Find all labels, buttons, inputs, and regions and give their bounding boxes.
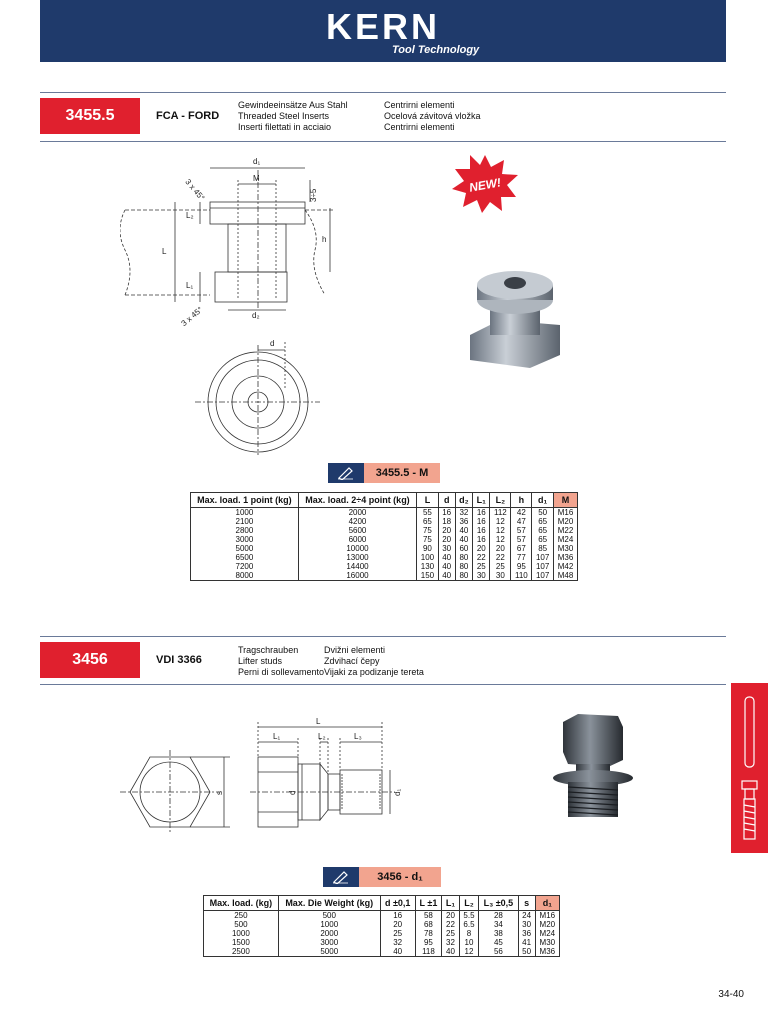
table-cell: 2000 <box>298 508 416 518</box>
table-cell: 40 <box>455 535 473 544</box>
table-cell: 6.5 <box>459 920 478 929</box>
table-cell: 118 <box>415 947 442 957</box>
table-cell: 3000 <box>278 938 380 947</box>
table-row <box>204 911 560 921</box>
desc-it: Inserti filettati in acciaio <box>238 122 332 132</box>
table-cell: 16000 <box>298 571 416 581</box>
table-cell: 67 <box>511 544 532 553</box>
table-cell: 22 <box>490 553 511 562</box>
table-cell: 6500 <box>191 553 299 562</box>
table-cell: 12 <box>459 947 478 957</box>
table-cell: M24 <box>553 535 577 544</box>
table-cell: M48 <box>553 571 577 581</box>
table-cell: 8 <box>459 929 478 938</box>
section1-standard: FCA - FORD <box>156 110 220 122</box>
new-badge-text: NEW! <box>468 175 502 195</box>
table-cell: 5000 <box>191 544 299 553</box>
table-cell: M24 <box>535 929 559 938</box>
table-cell: 13000 <box>298 553 416 562</box>
label-chamfer-bot: 3 x 45° <box>179 305 205 329</box>
label-d1: d₁ <box>393 788 402 796</box>
brand-logo: KERN <box>325 6 440 47</box>
table-cell: 16 <box>473 526 490 535</box>
section2-standard: VDI 3366 <box>156 654 202 666</box>
table-cell: 65 <box>532 526 554 535</box>
table-cell: 20 <box>442 911 459 921</box>
th-s: s <box>518 896 535 911</box>
page-number: 34-40 <box>718 989 744 1000</box>
table-cell: 130 <box>417 562 439 571</box>
label-s: s <box>215 791 224 795</box>
desc-it: Perni di sollevamento <box>238 667 325 677</box>
table-cell: 18 <box>438 517 455 526</box>
table-cell: 12 <box>490 526 511 535</box>
table-cell: 2500 <box>204 947 279 957</box>
desc-de: Tragschrauben <box>238 645 299 655</box>
table-cell: 250 <box>204 911 279 921</box>
table-cell: 56 <box>479 947 518 957</box>
table-cell: 20 <box>473 544 490 553</box>
label-chamfer-top: 3 x 45° <box>183 177 207 203</box>
table-cell: 32 <box>380 938 415 947</box>
th-load1: Max. load. 1 point (kg) <box>191 493 299 508</box>
th-dieweight: Max. Die Weight (kg) <box>278 896 380 911</box>
table-cell: 2100 <box>191 517 299 526</box>
table-cell: M42 <box>553 562 577 571</box>
section1-rule-top <box>40 92 726 93</box>
th-L2: L₂ <box>490 493 511 508</box>
table-cell: 47 <box>511 517 532 526</box>
table-cell: 16 <box>473 535 490 544</box>
new-badge <box>452 155 518 213</box>
label-L1: L₁ <box>273 732 281 741</box>
table-cell: 500 <box>204 920 279 929</box>
table-cell: 40 <box>455 526 473 535</box>
section2-technical-drawing <box>120 712 410 842</box>
th-d: d ±0,1 <box>380 896 415 911</box>
label-M: M <box>253 174 260 183</box>
table-row <box>191 508 578 518</box>
label-L2: L₂ <box>318 732 326 741</box>
table-cell: 5000 <box>278 947 380 957</box>
table-cell: 5600 <box>298 526 416 535</box>
section1-spec-table <box>190 492 578 581</box>
label-L3: L₃ <box>354 732 362 741</box>
table-cell: 80 <box>455 562 473 571</box>
label-L2: L₂ <box>186 211 194 220</box>
table-cell: M16 <box>553 508 577 518</box>
table-cell: 1500 <box>204 938 279 947</box>
section2-order-code <box>323 867 441 887</box>
th-L: L <box>417 493 439 508</box>
table-cell: 1000 <box>191 508 299 518</box>
section2-rule-top <box>40 636 726 637</box>
table-cell: M30 <box>535 938 559 947</box>
lifter-stud-photo <box>538 712 638 824</box>
table-cell: 36 <box>518 929 535 938</box>
table-cell: 80 <box>455 571 473 581</box>
table-row <box>204 947 560 957</box>
table-cell: 10 <box>459 938 478 947</box>
table-row <box>191 526 578 535</box>
table-cell: 40 <box>380 947 415 957</box>
header-banner <box>40 0 726 62</box>
table-cell: 20 <box>438 535 455 544</box>
label-3-5: 3÷5 <box>309 188 318 202</box>
th-load2: Max. load. 2÷4 point (kg) <box>298 493 416 508</box>
order-code-label: 3455.5 - M <box>364 463 440 483</box>
table-row <box>204 929 560 938</box>
desc-de: Gewindeeinsätze Aus Stahl <box>238 100 348 110</box>
th-L: L ±1 <box>415 896 442 911</box>
th-M: M <box>553 493 577 508</box>
table-cell: 1000 <box>278 920 380 929</box>
table-cell: 16 <box>473 508 490 518</box>
table-cell: 100 <box>417 553 439 562</box>
desc-hr: Centrirni elementi <box>384 122 455 132</box>
table-cell: 50 <box>532 508 554 518</box>
table-cell: 24 <box>518 911 535 921</box>
section2-spec-table <box>203 895 560 957</box>
threaded-insert-photo <box>460 265 570 370</box>
table-cell: 40 <box>438 553 455 562</box>
table-cell: 16 <box>380 911 415 921</box>
label-h: h <box>322 235 327 244</box>
table-cell: 107 <box>532 571 554 581</box>
table-cell: 16 <box>438 508 455 518</box>
table-cell: 36 <box>455 517 473 526</box>
table-cell: 30 <box>473 571 490 581</box>
table-cell: M36 <box>535 947 559 957</box>
table-cell: 500 <box>278 911 380 921</box>
pencil-icon <box>328 463 364 483</box>
table-cell: 65 <box>532 535 554 544</box>
table-row <box>191 535 578 544</box>
section2-code-badge: 3456 <box>40 642 140 678</box>
table-cell: 107 <box>532 553 554 562</box>
table-cell: 57 <box>511 535 532 544</box>
table-cell: 22 <box>473 553 490 562</box>
table-cell: 8000 <box>191 571 299 581</box>
table-cell: 28 <box>479 911 518 921</box>
table-cell: 2800 <box>191 526 299 535</box>
table-cell: 95 <box>511 562 532 571</box>
section1-order-code <box>328 463 440 483</box>
section2-desc-col1 <box>238 645 324 678</box>
th-d1: d₁ <box>535 896 559 911</box>
label-L: L <box>162 247 167 256</box>
table-cell: 7200 <box>191 562 299 571</box>
table-cell: 4200 <box>298 517 416 526</box>
table-cell: 40 <box>438 562 455 571</box>
table-cell: M36 <box>553 553 577 562</box>
section1-rule-bottom <box>40 141 726 142</box>
table-cell: 25 <box>380 929 415 938</box>
table-cell: 14400 <box>298 562 416 571</box>
table-cell: 38 <box>479 929 518 938</box>
th-d2: d₂ <box>455 493 473 508</box>
table-cell: 57 <box>511 526 532 535</box>
table-row <box>191 517 578 526</box>
table-cell: 20 <box>380 920 415 929</box>
desc-sl: Dvižni elementi <box>324 645 386 655</box>
th-L1: L₁ <box>473 493 490 508</box>
desc-cz: Zdvihací čepy <box>324 656 380 666</box>
table-cell: 40 <box>442 947 459 957</box>
table-cell: 25 <box>473 562 490 571</box>
table-cell: 90 <box>417 544 439 553</box>
section1-code-badge: 3455.5 <box>40 98 140 134</box>
table-cell: M20 <box>535 920 559 929</box>
table-row <box>191 553 578 562</box>
table-cell: 1000 <box>204 929 279 938</box>
th-h: h <box>511 493 532 508</box>
table-cell: 5.5 <box>459 911 478 921</box>
label-d: d <box>288 790 297 795</box>
table-cell: 55 <box>417 508 439 518</box>
table-cell: 12 <box>490 517 511 526</box>
table-cell: 50 <box>518 947 535 957</box>
table-cell: 65 <box>417 517 439 526</box>
section2-desc-col2 <box>324 645 424 678</box>
table-cell: 107 <box>532 562 554 571</box>
table-cell: 34 <box>479 920 518 929</box>
th-L3: L₃ ±0,5 <box>479 896 518 911</box>
table-cell: 60 <box>455 544 473 553</box>
table-cell: 75 <box>417 535 439 544</box>
brand-tagline: Tool Technology <box>392 44 480 56</box>
stud-icon <box>731 683 768 853</box>
table-cell: 20 <box>438 526 455 535</box>
table-cell: 32 <box>442 938 459 947</box>
table-cell: 75 <box>417 526 439 535</box>
desc-en: Threaded Steel Inserts <box>238 111 330 121</box>
table-cell: 3000 <box>191 535 299 544</box>
th-L1: L₁ <box>442 896 459 911</box>
pencil-icon <box>323 867 359 887</box>
table-cell: 20 <box>490 544 511 553</box>
table-cell: 68 <box>415 920 442 929</box>
table-row <box>191 544 578 553</box>
desc-hr: Vijaki za podizanje tereta <box>324 667 424 677</box>
section1-desc-col1 <box>238 100 348 133</box>
table-cell: 6000 <box>298 535 416 544</box>
table-cell: 12 <box>490 535 511 544</box>
table-cell: 30 <box>490 571 511 581</box>
table-cell: 41 <box>518 938 535 947</box>
table-cell: M30 <box>553 544 577 553</box>
label-L1: L₁ <box>186 281 194 290</box>
table-cell: 2000 <box>278 929 380 938</box>
table-row <box>204 938 560 947</box>
table-cell: 40 <box>438 571 455 581</box>
label-L: L <box>316 717 321 726</box>
table-cell: 110 <box>511 571 532 581</box>
table-row <box>204 920 560 929</box>
table-cell: M22 <box>553 526 577 535</box>
th-d: d <box>438 493 455 508</box>
table-cell: 85 <box>532 544 554 553</box>
table-cell: 30 <box>438 544 455 553</box>
table-cell: M20 <box>553 517 577 526</box>
table-cell: 150 <box>417 571 439 581</box>
table-cell: M16 <box>535 911 559 921</box>
th-L2: L₂ <box>459 896 478 911</box>
table-row <box>191 571 578 581</box>
table-cell: 25 <box>490 562 511 571</box>
label-d: d <box>270 339 275 348</box>
table-row <box>191 562 578 571</box>
section1-desc-col2 <box>384 100 481 133</box>
table-cell: 45 <box>479 938 518 947</box>
table-cell: 25 <box>442 929 459 938</box>
table-cell: 78 <box>415 929 442 938</box>
desc-en: Lifter studs <box>238 656 283 666</box>
desc-cz: Ocelová závitová vložka <box>384 111 481 121</box>
table-cell: 32 <box>455 508 473 518</box>
table-cell: 22 <box>442 920 459 929</box>
label-d2: d₂ <box>252 311 260 320</box>
th-maxload: Max. load. (kg) <box>204 896 279 911</box>
table-cell: 95 <box>415 938 442 947</box>
table-cell: 112 <box>490 508 511 518</box>
section1-technical-drawing <box>120 150 350 460</box>
desc-sl: Centrirni elementi <box>384 100 455 110</box>
section2-rule-bottom <box>40 684 726 685</box>
table-cell: 30 <box>518 920 535 929</box>
table-cell: 16 <box>473 517 490 526</box>
table-cell: 77 <box>511 553 532 562</box>
table-cell: 42 <box>511 508 532 518</box>
table-cell: 58 <box>415 911 442 921</box>
table-cell: 10000 <box>298 544 416 553</box>
order-code-label: 3456 - d₁ <box>359 867 441 887</box>
th-d1: d₁ <box>532 493 554 508</box>
table-cell: 65 <box>532 517 554 526</box>
label-d1: d₁ <box>253 157 261 166</box>
table-cell: 80 <box>455 553 473 562</box>
chapter-side-tab <box>731 683 768 853</box>
